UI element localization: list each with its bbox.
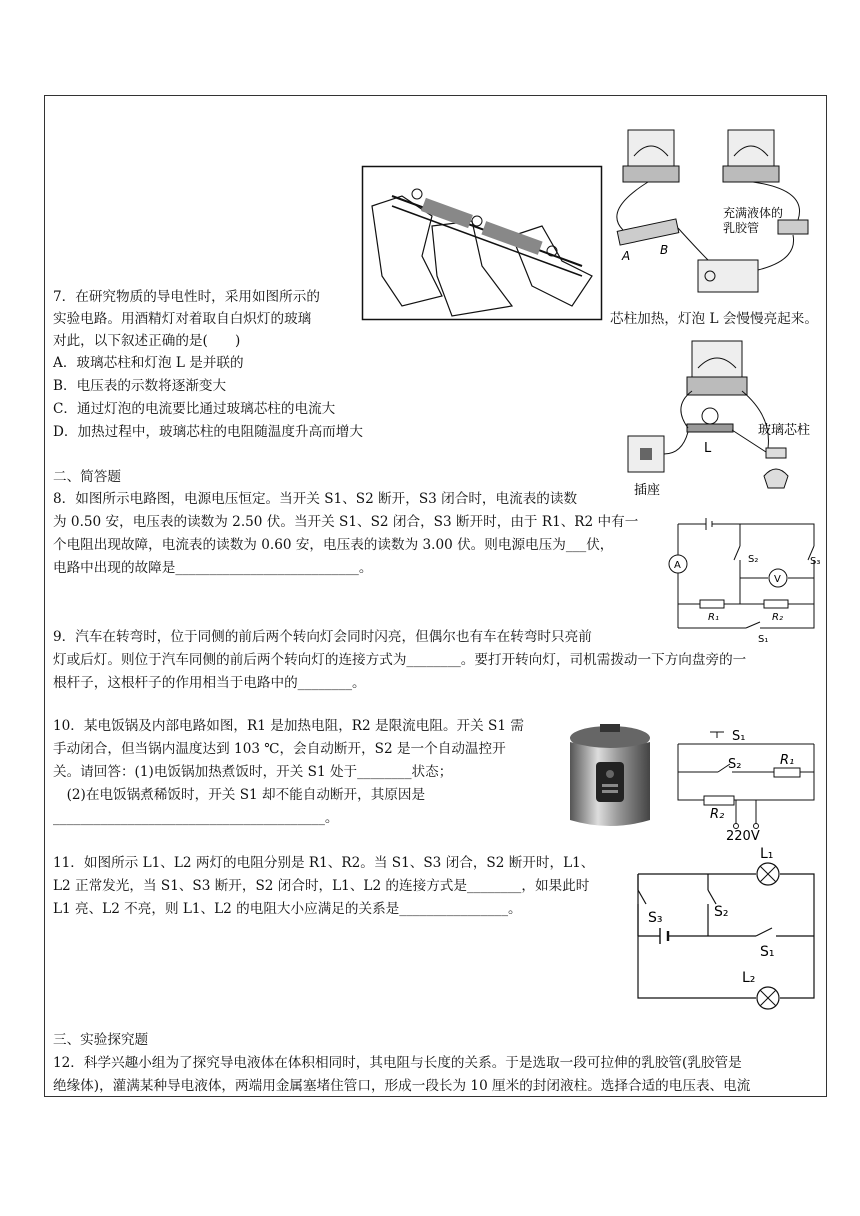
q7-line2-tail: 芯柱加热，灯泡 L 会慢慢亮起来。 (610, 311, 818, 327)
fence-illustration (362, 166, 602, 320)
q11-l1-label: L₁ (760, 846, 774, 862)
q7-line3: 对此，以下叙述正确的是( ) (53, 333, 241, 349)
q8-ammeter-label: A (674, 560, 681, 571)
q11-line2: L2 正常发光，当 S1、S3 断开，S2 闭合时，L1、L2 的连接方式是________，如果此时 (53, 878, 590, 894)
q8-s2-label: S₂ (748, 554, 759, 565)
q7-line2: 实验电路。用酒精灯对着取自白炽灯的玻璃 (53, 311, 312, 327)
q7-option-c: C．通过灯泡的电流要比通过玻璃芯柱的电流大 (53, 401, 336, 417)
q8-line2: 为 0.50 安，电压表的读数为 2.50 伏。当开关 S1、S2 闭合，S3 断开时，由于 R1、R2 中有一 (53, 514, 639, 530)
q8-r1-label: R₁ (708, 612, 719, 623)
q11-s3-label: S₃ (648, 910, 663, 926)
q8-line3: 个电阻出现故障，电流表的读数为 0.60 安，电压表的读数为 3.00 伏。则电源电压为___伏， (53, 537, 614, 553)
q9-line3: 根杆子，这根杆子的作用相当于电路中的________。 (53, 675, 366, 691)
q8-voltmeter-label: V (774, 574, 781, 585)
q10-circuit-figure (664, 720, 828, 842)
q11-line1: 11．如图所示 L1、L2 两灯的电阻分别是 R1、R2。当 S1、S3 闭合，S2 断开时，L1、 (53, 855, 595, 871)
q11-line3: L1 亮、L2 不亮，则 L1、L2 的电阻大小应满足的关系是________________。 (53, 901, 522, 917)
tube-experiment-figure (598, 120, 828, 300)
q12-line2: 绝缘体)，灌满某种导电液体，两端用金属塞堵住管口，形成一段长为 10 厘米的封闭液柱。选择合适的电压表、电流 (53, 1078, 751, 1094)
q11-l2-label: L₂ (742, 970, 756, 986)
tube-label-2: 乳胶管 (723, 221, 760, 235)
q10-line5: ________________________________________。 (53, 810, 339, 826)
q7-core-label: 玻璃芯柱 (758, 423, 811, 438)
q7-line1: 7．在研究物质的导电性时，采用如图所示的 (53, 289, 320, 305)
rheostat-end-b: B (660, 243, 669, 257)
q9-line2: 灯或后灯。则位于汽车同侧的前后两个转向灯的连接方式为________。要打开转向灯，司机需拨动一下方向盘旁的一 (53, 652, 747, 668)
q7-option-d: D．加热过程中，玻璃芯柱的电阻随温度升高而增大 (53, 424, 363, 440)
q12-line1: 12．科学兴趣小组为了探究导电液体在体积相同时，其电阻与长度的关系。于是选取一段可拉伸的乳胶管(乳胶管是 (53, 1055, 742, 1071)
section-2-heading: 二、简答题 (53, 469, 121, 485)
q10-s1-label: S₁ (732, 729, 746, 744)
q10-line1: 10．某电饭锅及内部电路如图，R1 是加热电阻，R2 是限流电阻。开关 S1 需 (53, 718, 524, 734)
rice-cooker-image (562, 720, 658, 832)
q8-s3-label: S₃ (810, 556, 821, 567)
q8-r2-label: R₂ (772, 612, 783, 623)
q10-r1-label: R₁ (780, 753, 795, 768)
q7-circuit-figure (622, 336, 822, 496)
q7-lamp-label: L (704, 441, 712, 456)
q10-r2-label: R₂ (710, 807, 725, 822)
q10-s2-label: S₂ (728, 757, 742, 772)
q8-line4: 电路中出现的故障是___________________________。 (53, 560, 373, 576)
q10-line2: 手动闭合，但当锅内温度达到 103 ℃，会自动断开，S2 是一个自动温控开 (53, 741, 506, 757)
q11-circuit-figure (630, 846, 822, 1004)
q9-line1: 9．汽车在转弯时，位于同侧的前后两个转向灯会同时闪亮，但偶尔也有车在转弯时只亮前 (53, 629, 592, 645)
q7-socket-label: 插座 (634, 483, 661, 498)
q10-line4: (2)在电饭锅煮稀饭时，开关 S1 却不能自动断开，其原因是 (53, 787, 426, 803)
section-3-heading: 三、实验探究题 (53, 1032, 149, 1048)
rheostat-end-a: A (622, 249, 631, 263)
q11-s1-label: S₁ (760, 944, 775, 960)
tube-label-1: 充满液体的 (723, 206, 784, 220)
q7-option-b: B．电压表的示数将逐渐变大 (53, 378, 227, 394)
q10-voltage-label: 220V (726, 829, 760, 844)
q7-option-a: A．玻璃芯柱和灯泡 L 是并联的 (53, 355, 244, 371)
q8-line1: 8．如图所示电路图，电源电压恒定。当开关 S1、S2 断开，S3 闭合时，电流表的读数 (53, 491, 578, 507)
q8-circuit-figure (664, 516, 828, 646)
q11-s2-label: S₂ (714, 904, 729, 920)
q10-line3: 关。请回答：(1)电饭锅加热煮饭时，开关 S1 处于________状态； (53, 764, 453, 780)
q8-s1-label: S₁ (758, 634, 769, 645)
